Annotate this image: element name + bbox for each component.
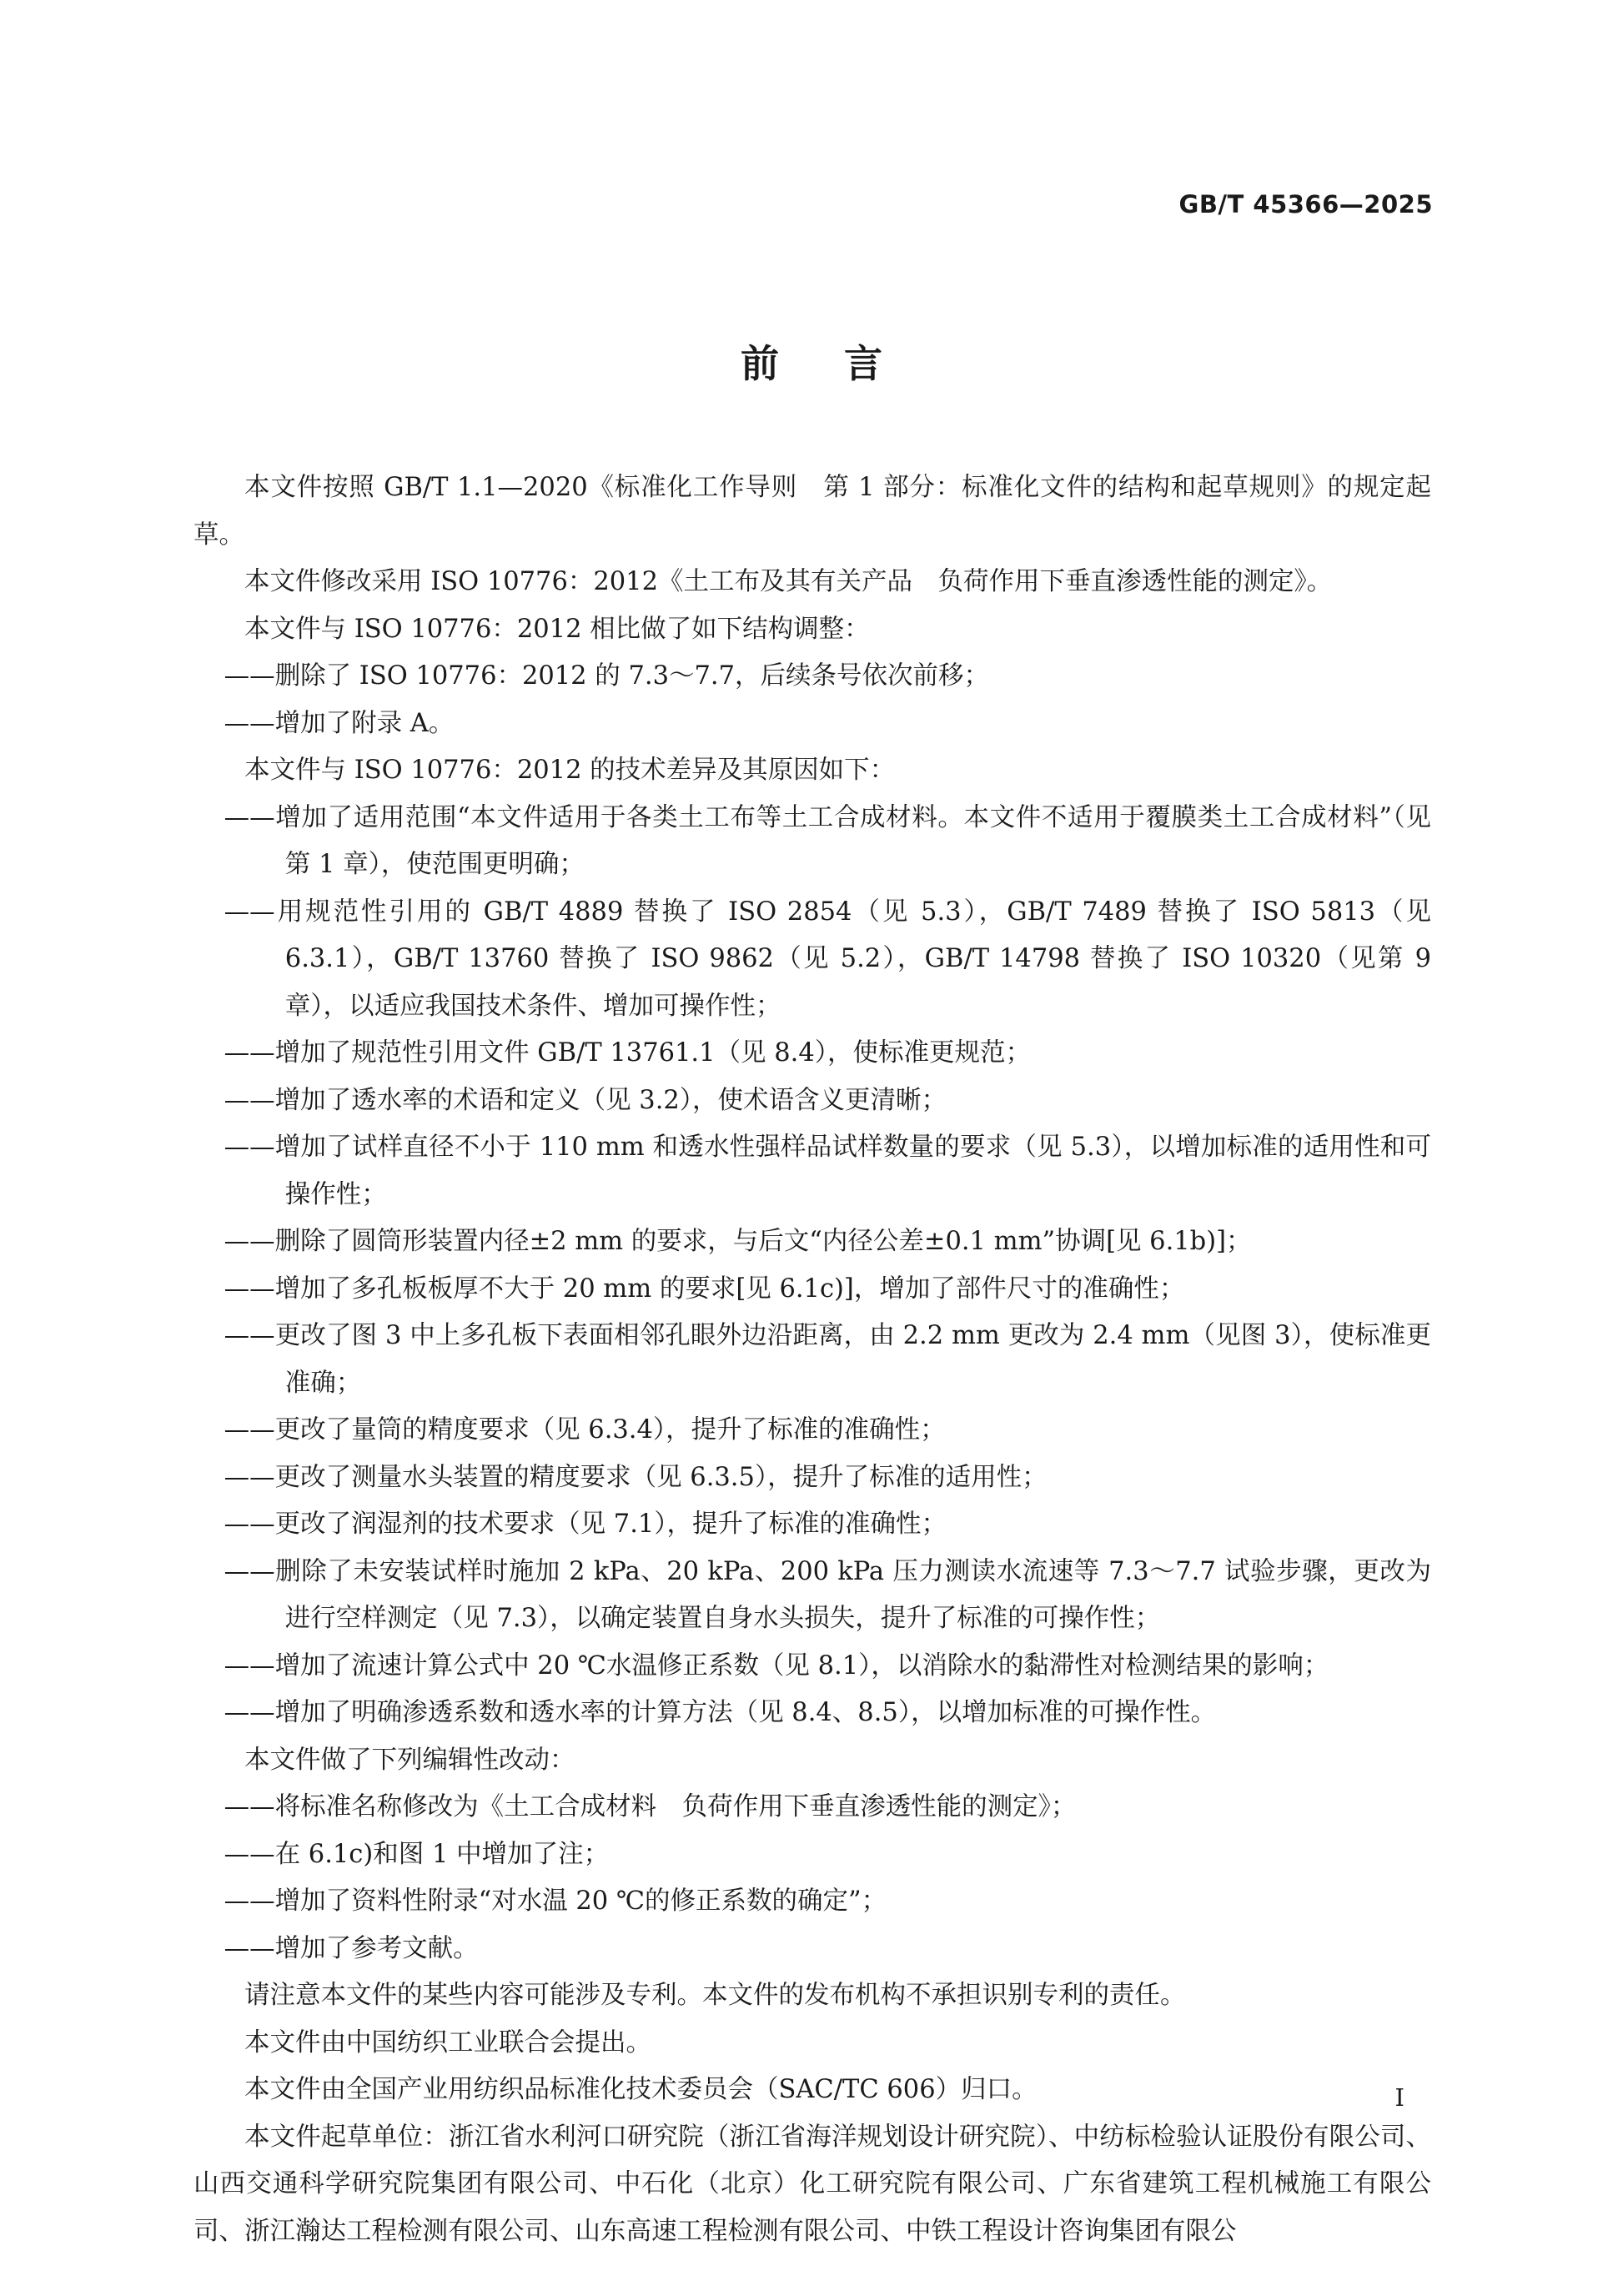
page-title: 前言 — [741, 341, 947, 386]
paragraph: 本文件起草单位：浙江省水利河口研究院（浙江省海洋规划设计研究院）、中纺标检验认证股份有限公司、山西交通科学研究院集团有限公司、中石化（北京）化工研究院有限公司、广东省建筑工程机械施工有限公司、浙江瀚达工程检测有限公司、山东高速工程检测有限公司、中铁工程设计咨询集团有限公 — [193, 2122, 1431, 2246]
document-body — [193, 465, 1431, 2255]
list-item: ——增加了试样直径不小于 110 mm 和透水性强样品试样数量的要求（见 5.3），以增加标准的适用性和可操作性； — [224, 1133, 1431, 1209]
paragraph: 本文件修改采用 ISO 10776：2012《土工布及其有关产品 负荷作用下垂直渗透性能的测定》。 — [244, 567, 1333, 596]
list-item: ——增加了规范性引用文件 GB/T 13761.1（见 8.4），使标准更规范； — [224, 1038, 1031, 1068]
list-item: ——增加了资料性附录“对水温 20 ℃的修正系数的确定”； — [224, 1887, 887, 1916]
list-item: ——删除了未安装试样时施加 2 kPa、20 kPa、200 kPa 压力测读水流速等 7.3～7.7 试验步骤，更改为进行空样测定（见 7.3），以确定装置自身水头损失，提升了标准的可操作性； — [224, 1556, 1431, 1633]
list-item: ——更改了润湿剂的技术要求（见 7.1），提升了标准的准确性； — [224, 1510, 947, 1539]
page-number: I — [1394, 2083, 1404, 2112]
standard-code: GB/T 45366—2025 — [1178, 190, 1433, 219]
list-item: ——增加了附录 A。 — [224, 708, 455, 738]
list-item: ——增加了明确渗透系数和透水率的计算方法（见 8.4、8.5），以增加标准的可操作性。 — [224, 1698, 1217, 1727]
paragraph: 本文件按照 GB/T 1.1—2020《标准化工作导则 第 1 部分：标准化文件的结构和起草规则》的规定起草。 — [193, 473, 1431, 550]
paragraph: 请注意本文件的某些内容可能涉及专利。本文件的发布机构不承担识别专利的责任。 — [244, 1981, 1186, 2010]
list-item: ——更改了图 3 中上多孔板下表面相邻孔眼外边沿距离，由 2.2 mm 更改为 2.4 mm（见图 3），使标准更准确； — [224, 1321, 1431, 1398]
list-item: ——更改了量筒的精度要求（见 6.3.4），提升了标准的准确性； — [224, 1415, 946, 1444]
list-item: ——删除了 ISO 10776：2012 的 7.3～7.7，后续条号依次前移； — [224, 661, 989, 691]
list-item: ——更改了测量水头装置的精度要求（见 6.3.5），提升了标准的适用性； — [224, 1462, 1048, 1492]
paragraph: 本文件做了下列编辑性改动： — [244, 1745, 575, 1775]
list-item: ——删除了圆筒形装置内径±2 mm 的要求，与后文“内径公差±0.1 mm”协调[见 6.1b)]； — [224, 1227, 1252, 1256]
paragraph: 本文件与 ISO 10776：2012 的技术差异及其原因如下： — [244, 756, 896, 785]
paragraph: 本文件由全国产业用纺织品标准化技术委员会（SAC/TC 606）归口。 — [244, 2075, 1038, 2104]
list-item: ——将标准名称修改为《土工合成材料 负荷作用下垂直渗透性能的测定》； — [224, 1792, 1077, 1821]
paragraph: 本文件由中国纺织工业联合会提出。 — [244, 2027, 651, 2057]
list-item: ——增加了透水率的术语和定义（见 3.2），使术语含义更清晰； — [224, 1085, 947, 1115]
list-item: ——用规范性引用的 GB/T 4889 替换了 ISO 2854（见 5.3），GB/T 7489 替换了 ISO 5813（见 6.3.1），GB/T 13760 替换了 ISO 9862（见 5.2），GB/T 14798 替换了 ISO 10320（见第 9 章），以适应我国技术条件、增加可操作性； — [224, 897, 1431, 1021]
list-item: ——增加了适用范围“本文件适用于各类土工布等土工合成材料。本文件不适用于覆膜类土工合成材料”（见第 1 章），使范围更明确； — [224, 802, 1431, 879]
list-item: ——增加了多孔板板厚不大于 20 mm 的要求[见 6.1c)]，增加了部件尺寸的准确性； — [224, 1274, 1185, 1304]
list-item: ——增加了流速计算公式中 20 ℃水温修正系数（见 8.1），以消除水的黏滞性对检测结果的影响； — [224, 1650, 1329, 1681]
paragraph: 本文件与 ISO 10776：2012 相比做了如下结构调整： — [244, 614, 870, 644]
list-item: ——增加了参考文献。 — [224, 1933, 479, 1963]
list-item: ——在 6.1c)和图 1 中增加了注； — [224, 1839, 610, 1869]
